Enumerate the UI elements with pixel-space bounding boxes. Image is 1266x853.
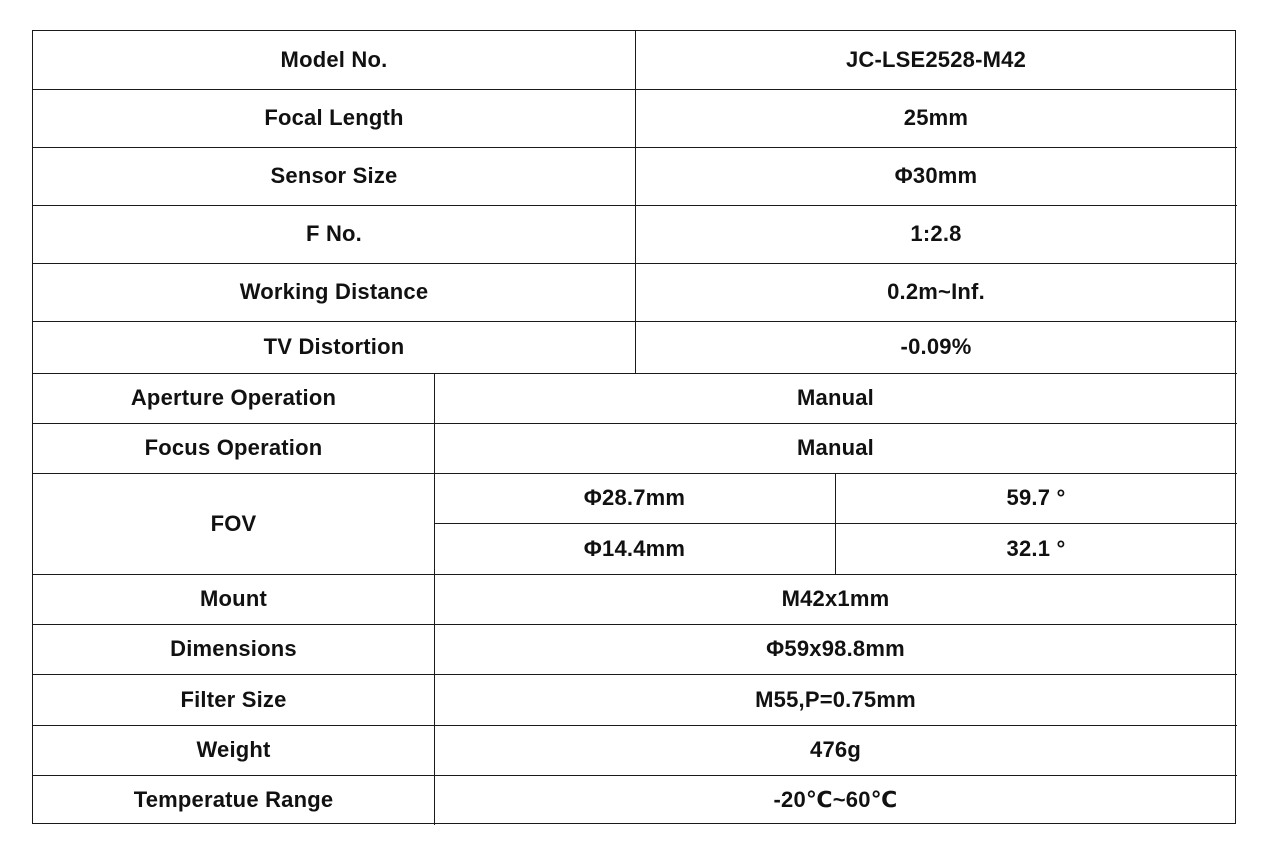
label-weight: Weight xyxy=(196,737,271,762)
row-divider xyxy=(33,373,1237,374)
value-aperture-operation: Manual xyxy=(797,385,874,410)
row-divider xyxy=(33,423,1237,424)
row-divider xyxy=(33,725,1237,726)
row-divider xyxy=(33,574,1237,575)
fov-size-1: Φ28.7mm xyxy=(583,485,686,510)
label-filter-size: Filter Size xyxy=(180,686,287,712)
col-divider-bottom xyxy=(434,373,435,825)
value-sensor-size: Φ30mm xyxy=(894,163,978,188)
label-working-distance: Working Distance xyxy=(239,279,429,304)
value-dimensions: Φ59x98.8mm xyxy=(766,636,905,661)
col-divider-top xyxy=(635,31,636,373)
value-filter-size: M55,P=0.75mm xyxy=(755,686,916,712)
value-tv-distortion: -0.09% xyxy=(900,334,972,359)
label-temperature-range: Temperatue Range xyxy=(133,787,334,812)
fov-angle-2: 32.1 ° xyxy=(1006,535,1066,561)
fov-size-2: Φ14.4mm xyxy=(583,535,686,561)
value-model-no: JC-LSE2528-M42 xyxy=(845,47,1027,72)
label-tv-distortion: TV Distortion xyxy=(263,334,405,359)
col-divider-fov xyxy=(835,473,836,574)
spec-table xyxy=(32,30,1236,824)
value-f-no: 1:2.8 xyxy=(910,221,962,246)
label-focal-length: Focal Length xyxy=(264,105,404,130)
row-divider xyxy=(33,775,1237,776)
row-divider xyxy=(33,473,1237,474)
value-weight: 476g xyxy=(810,737,861,762)
label-sensor-size: Sensor Size xyxy=(270,163,398,188)
fov-angle-1: 59.7 ° xyxy=(1006,485,1066,510)
value-focal-length: 25mm xyxy=(903,105,969,130)
value-mount: M42x1mm xyxy=(781,586,890,611)
row-divider xyxy=(33,624,1237,625)
label-f-no: F No. xyxy=(306,221,362,246)
value-working-distance: 0.2m~Inf. xyxy=(887,279,985,304)
row-divider xyxy=(33,674,1237,675)
label-mount: Mount xyxy=(200,586,267,611)
label-model-no: Model No. xyxy=(280,47,388,72)
label-dimensions: Dimensions xyxy=(170,636,297,661)
label-fov: FOV xyxy=(210,510,257,536)
label-aperture-operation: Aperture Operation xyxy=(130,385,337,410)
value-focus-operation: Manual xyxy=(797,435,874,460)
label-focus-operation: Focus Operation xyxy=(144,435,323,460)
value-temperature-range: -20℃~60℃ xyxy=(773,787,898,812)
